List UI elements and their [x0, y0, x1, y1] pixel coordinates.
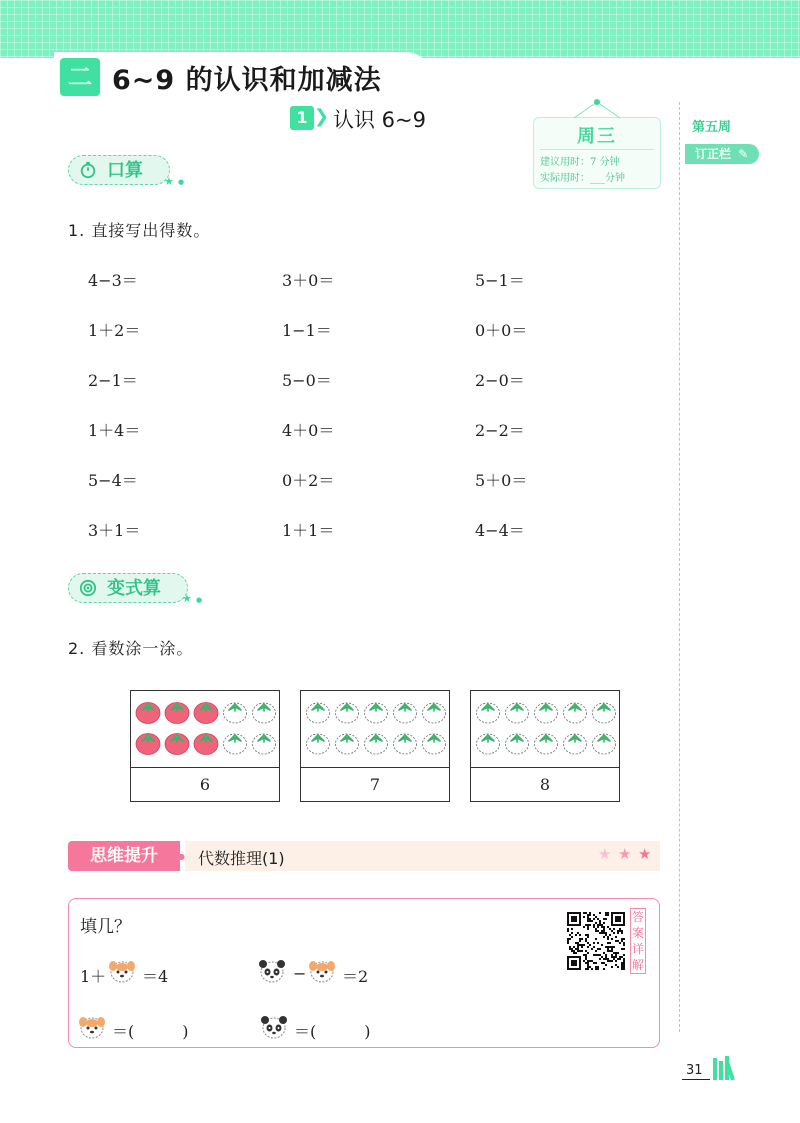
correction-label: 订正栏 [695, 147, 732, 161]
hanger-icon [572, 98, 622, 120]
eq2-right: ＝2 [342, 967, 369, 986]
star-icon: ● [196, 596, 203, 604]
equation: 0＋2＝ [282, 471, 335, 490]
tomato-filled-icon[interactable] [193, 730, 219, 756]
eq2-minus: − [293, 964, 307, 983]
section-label-oral [68, 155, 170, 185]
equation: 5−4＝ [88, 471, 138, 490]
box-number: 7 [369, 775, 381, 794]
header-band [0, 0, 800, 58]
star-icon: ★ [618, 845, 632, 863]
equation: 5−1＝ [475, 271, 525, 290]
tomato-outline-icon[interactable] [392, 730, 418, 756]
books-icon [712, 1056, 738, 1080]
tomato-outline-icon[interactable] [392, 699, 418, 725]
tomato-outline-icon[interactable] [475, 699, 501, 725]
tomato-outline-icon[interactable] [305, 730, 331, 756]
tomato-outline-icon[interactable] [591, 730, 617, 756]
lesson-title: 认识 6~9 [333, 108, 426, 132]
equation: 4＋0＝ [282, 421, 335, 440]
eq1-left: 1＋ [80, 967, 107, 986]
question-1: 1. 直接写出得数。 [68, 221, 211, 240]
equation: 4−3＝ [88, 271, 138, 290]
schedule-card [533, 117, 661, 189]
tomato-filled-icon[interactable] [135, 699, 161, 725]
tomato-outline-icon[interactable] [363, 699, 389, 725]
answer-blank-puppy[interactable]: ＝( ) [112, 1022, 189, 1041]
equation: 1＋2＝ [88, 321, 141, 340]
puppy-icon [308, 958, 336, 984]
week-label: 第五周 [692, 120, 732, 135]
equation: 1＋4＝ [88, 421, 141, 440]
equation: 3＋1＝ [88, 521, 141, 540]
tomato-outline-icon[interactable] [222, 730, 248, 756]
answer-blank-panda[interactable]: ＝( ) [294, 1022, 371, 1041]
equation: 5＋0＝ [475, 471, 528, 490]
thinking-tag: 思维提升 [68, 841, 180, 871]
tomato-outline-icon[interactable] [363, 730, 389, 756]
stopwatch-icon [79, 161, 97, 179]
pencil-icon: ✎ [738, 147, 749, 161]
tomato-filled-icon[interactable] [135, 730, 161, 756]
equation: 5−0＝ [282, 371, 332, 390]
suggested-time: 建议用时：7 分钟 [540, 157, 620, 168]
sidebar-divider [679, 102, 680, 1032]
puppy-icon [78, 1014, 106, 1040]
day-title: 周三 [577, 126, 617, 147]
tomato-outline-icon[interactable] [421, 699, 447, 725]
equation: 2−1＝ [88, 371, 138, 390]
chapter-badge: 二 [60, 58, 100, 96]
star-icon: ★ [638, 845, 652, 863]
star-icon: ★ [182, 592, 192, 605]
equation: 3＋0＝ [282, 271, 335, 290]
box-number: 6 [199, 775, 211, 794]
eq1-right: ＝4 [142, 967, 169, 986]
tomato-outline-icon[interactable] [533, 699, 559, 725]
tomato-outline-icon[interactable] [504, 730, 530, 756]
chapter-title: 6~9 的认识和加减法 [112, 65, 382, 96]
equation: 2−0＝ [475, 371, 525, 390]
tomato-filled-icon[interactable] [193, 699, 219, 725]
tomato-outline-icon[interactable] [421, 730, 447, 756]
box-number: 8 [539, 775, 551, 794]
thinking-topic: 代数推理(1) [198, 849, 285, 868]
tomato-outline-icon[interactable] [251, 730, 277, 756]
equation: 4−4＝ [475, 521, 525, 540]
lesson-number: 1 [290, 106, 314, 130]
tomato-outline-icon[interactable] [334, 699, 360, 725]
tomato-outline-icon[interactable] [591, 699, 617, 725]
tomato-outline-icon[interactable] [305, 699, 331, 725]
puppy-icon [108, 958, 136, 984]
tomato-outline-icon[interactable] [222, 699, 248, 725]
panda-icon [260, 1014, 288, 1040]
star-icon: ● [178, 178, 185, 186]
section-label-variant [68, 573, 188, 603]
equation: 1＋1＝ [282, 521, 335, 540]
tomato-outline-icon[interactable] [251, 699, 277, 725]
tomato-filled-icon[interactable] [164, 699, 190, 725]
tomato-outline-icon[interactable] [562, 699, 588, 725]
correction-column-label [685, 144, 759, 164]
tomato-filled-icon[interactable] [164, 730, 190, 756]
star-icon: ★ [164, 175, 174, 188]
connector-dot: ● [178, 852, 185, 861]
equation: 1−1＝ [282, 321, 332, 340]
tomato-outline-icon[interactable] [533, 730, 559, 756]
equation: 2−2＝ [475, 421, 525, 440]
qr-label: 答 案 详 解 [631, 910, 644, 972]
star-icon: ★ [598, 845, 612, 863]
tomato-outline-icon[interactable] [475, 730, 501, 756]
section-label-text: 变式算 [107, 578, 161, 599]
tomato-outline-icon[interactable] [504, 699, 530, 725]
panda-icon [258, 958, 286, 984]
target-icon [79, 579, 97, 597]
page-number-rule [682, 1079, 710, 1080]
qr-code-icon[interactable] [565, 910, 627, 972]
puzzle-title: 填几？ [80, 917, 131, 937]
page-number: 31 [686, 1063, 703, 1078]
actual-time: 实际用时：___分钟 [540, 173, 625, 184]
question-2: 2. 看数涂一涂。 [68, 639, 194, 658]
tomato-outline-icon[interactable] [334, 730, 360, 756]
chevron-right-icon: ❯ [314, 106, 330, 127]
equation: 0＋0＝ [475, 321, 528, 340]
tomato-outline-icon[interactable] [562, 730, 588, 756]
section-label-text: 口算 [107, 160, 143, 181]
